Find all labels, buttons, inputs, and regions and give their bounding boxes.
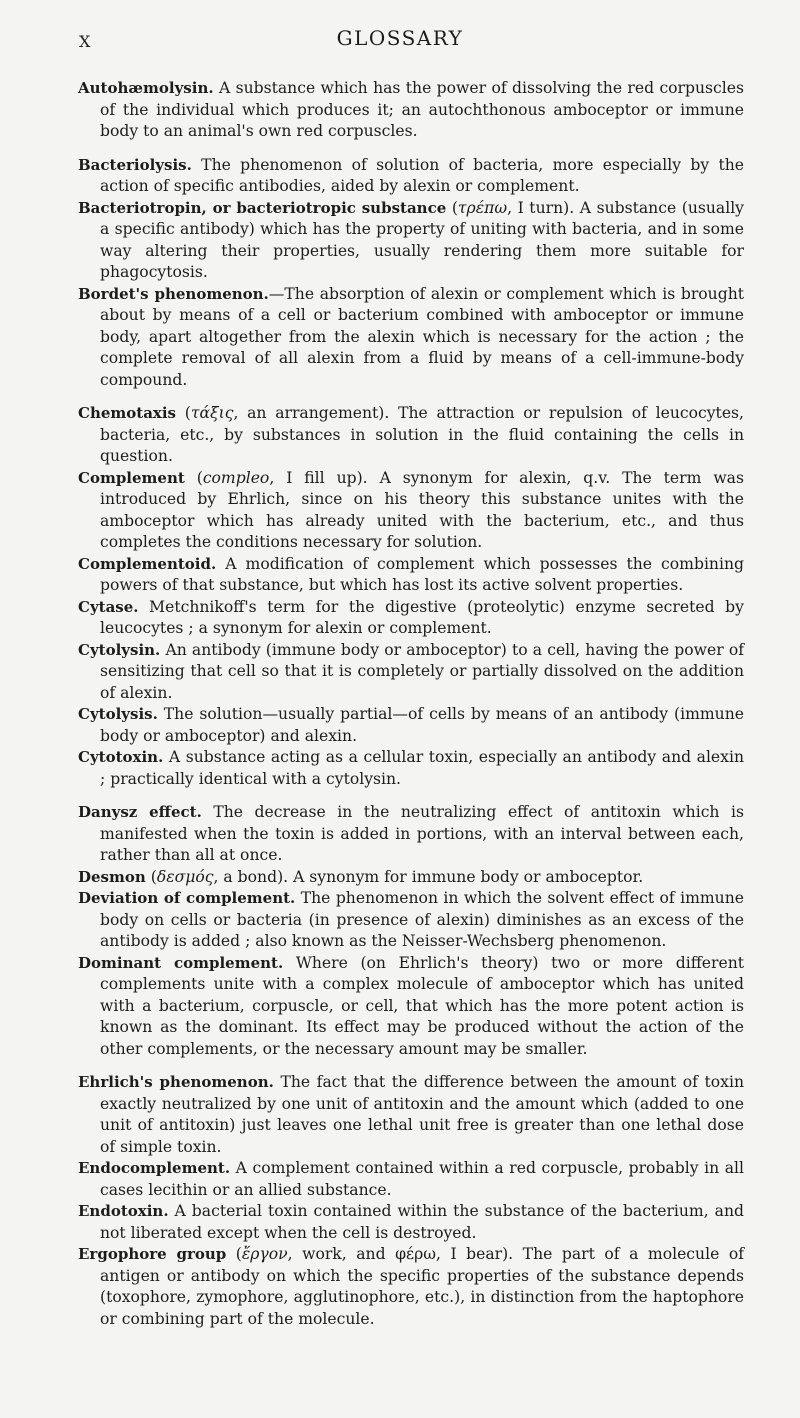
glossary-term: Complement: [78, 468, 185, 487]
etymology-gloss: , I fill up).: [269, 468, 368, 487]
glossary-definition: The fact that the difference between the amount of toxin exactly neutralized by one unit of antitoxin and the amount which (added to one unit of antitoxin) just leaves one lethal unit free is greater than one lethal dose of simple toxin.: [100, 1073, 744, 1156]
glossary-entry: [78, 468, 744, 554]
glossary-term: Cytolysis.: [78, 705, 158, 723]
glossary-definition: —The absorption of alexin or complement which is brought about by means of a cell or bacterium combined with amboceptor or immune body, apart altogether from the alexin which is necessary for the action ; the complete removal of all alexin from a fluid by means of a cell-immune-body compound.: [100, 284, 744, 389]
etymology-gloss: , I turn).: [507, 198, 575, 217]
etymology-gloss: , a bond).: [213, 867, 289, 886]
glossary-entry: [78, 867, 744, 889]
page-header: [0, 22, 800, 52]
glossary-definition: The decrease in the neutralizing effect of antitoxin which is manifested when the toxin is added in portions, with an interval between each, rather than all at once.: [100, 803, 744, 864]
glossary-entry: [78, 1158, 744, 1201]
glossary-term: Bacteriotropin, or bacteriotropic substance: [78, 198, 447, 217]
glossary-entry: [78, 802, 744, 867]
glossary-definition: A complement contained within a red corpuscle, probably in all cases lecithin or an allied substance.: [100, 1159, 744, 1199]
glossary-term: Dominant complement.: [78, 953, 284, 972]
glossary-entry: [78, 597, 744, 640]
glossary-entry: [78, 155, 744, 198]
glossary-term: Ergophore group: [78, 1245, 227, 1263]
etymology-word: ἔργον: [241, 1245, 288, 1263]
page-number: X: [79, 32, 92, 51]
glossary-entry: [78, 953, 744, 1061]
glossary-definition: A substance (usually a specific antibody) which has the property of uniting with bacteria, and in some way altering their properties, usually rendering them more suitable for phagocytosis.: [100, 198, 744, 281]
glossary-term: Cytotoxin.: [78, 748, 164, 766]
etymology-gloss: , work, and φέρω, I bear).: [287, 1245, 514, 1263]
glossary-definition: An antibody (immune body or amboceptor) to a cell, having the power of sensitizing that cell so that it is completely or partially dissolved on the addition of alexin.: [100, 640, 744, 702]
glossary-term: Complementoid.: [78, 554, 217, 573]
glossary-term: Bacteriolysis.: [78, 155, 192, 174]
glossary-definition: Where (on Ehrlich's theory) two or more different complements unite with a complex molecule of amboceptor which has united with a bacterium, corpuscle, or cell, that which has the more potent action is known as the dominant. Its effect may be produced without the action of the other complements, or the necessary amount may be smaller.: [100, 953, 744, 1058]
glossary-entry: [78, 1244, 744, 1330]
glossary-term: Danysz effect.: [78, 803, 202, 821]
etymology: (compleo, I fill up).: [184, 468, 368, 487]
etymology-word: τρέπω: [457, 198, 508, 217]
glossary-entry: [78, 78, 744, 143]
glossary-entry: [78, 704, 744, 747]
glossary-entry: [78, 403, 744, 468]
glossary-term: Deviation of complement.: [78, 889, 296, 907]
glossary-definition: The solution—usually partial—of cells by means of an antibody (immune body or amboceptor) and alexin.: [100, 705, 744, 745]
running-head: GLOSSARY: [336, 26, 464, 50]
etymology-word: δεσμός: [156, 867, 214, 886]
etymology-gloss: , an arrangement).: [233, 404, 390, 422]
glossary-entry: [78, 888, 744, 953]
etymology: (δεσμός, a bond).: [145, 867, 289, 886]
glossary-definition: A synonym for immune body or amboceptor.: [293, 867, 644, 886]
glossary-term: Cytase.: [78, 597, 139, 616]
glossary-entry: [78, 1072, 744, 1158]
etymology-word: τάξις: [190, 404, 234, 422]
glossary-term: Bordet's phenomenon.: [78, 284, 269, 303]
glossary-entry: [78, 747, 744, 790]
glossary-definition: A substance which has the power of dissolving the red corpuscles of the individual which produces it; an autochthonous amboceptor or immune body to an animal's own red corpuscles.: [100, 79, 744, 140]
glossary-entry: [78, 640, 744, 705]
glossary-term: Endotoxin.: [78, 1202, 169, 1220]
glossary-entry: [78, 554, 744, 597]
glossary-definition: The attraction or repulsion of leucocytes, bacteria, etc., by substances in solution in the fluid containing the cells in question.: [100, 404, 745, 465]
glossary-definition: The part of a molecule of antigen or antibody on which the specific properties of the substance depends (toxophore, zymophore, agglutinophore, etc.), in distinction from the haptophore or combining part of the molecule.: [100, 1245, 744, 1328]
glossary-definition: A synonym for alexin, q.v. The term was introduced by Ehrlich, since on his theory this substance unites with the amboceptor which has already united with the bacterium, etc., and thus completes the conditions necessary for solution.: [100, 468, 744, 551]
glossary-entries: [78, 78, 744, 1330]
glossary-definition: A modification of complement which possesses the combining powers of that substance, but which has lost its active solvent properties.: [100, 554, 744, 594]
glossary-term: Endocomplement.: [78, 1159, 231, 1177]
etymology: (τρέπω, I turn).: [446, 198, 575, 217]
etymology-word: compleo: [202, 468, 270, 487]
glossary-definition: The phenomenon of solution of bacteria, more especially by the action of specific antibodies, aided by alexin or complement.: [100, 155, 744, 195]
glossary-entry: [78, 198, 744, 284]
glossary-term: Ehrlich's phenomenon.: [78, 1073, 274, 1091]
glossary-term: Chemotaxis: [78, 404, 176, 422]
glossary-definition: A substance acting as a cellular toxin, especially an antibody and alexin ; practically identical with a cytolysin.: [100, 748, 744, 788]
glossary-term: Cytolysin.: [78, 640, 161, 659]
glossary-definition: The phenomenon in which the solvent effect of immune body on cells or bacteria (in presence of alexin) diminishes as an excess of the antibody is added ; also known as the Neisser-Wechsberg phenomenon.: [100, 889, 744, 950]
glossary-definition: A bacterial toxin contained within the substance of the bacterium, and not liberated except when the cell is destroyed.: [100, 1202, 744, 1242]
etymology: (τάξις, an arrangement).: [176, 404, 390, 422]
etymology: (ἔργον, work, and φέρω, I bear).: [226, 1245, 514, 1263]
glossary-entry: [78, 284, 744, 392]
glossary-definition: Metchnikoff's term for the digestive (proteolytic) enzyme secreted by leucocytes ; a synonym for alexin or complement.: [100, 597, 744, 637]
glossary-entry: [78, 1201, 744, 1244]
glossary-term: Autohæmolysin.: [78, 79, 214, 97]
glossary-term: Desmon: [78, 867, 146, 886]
